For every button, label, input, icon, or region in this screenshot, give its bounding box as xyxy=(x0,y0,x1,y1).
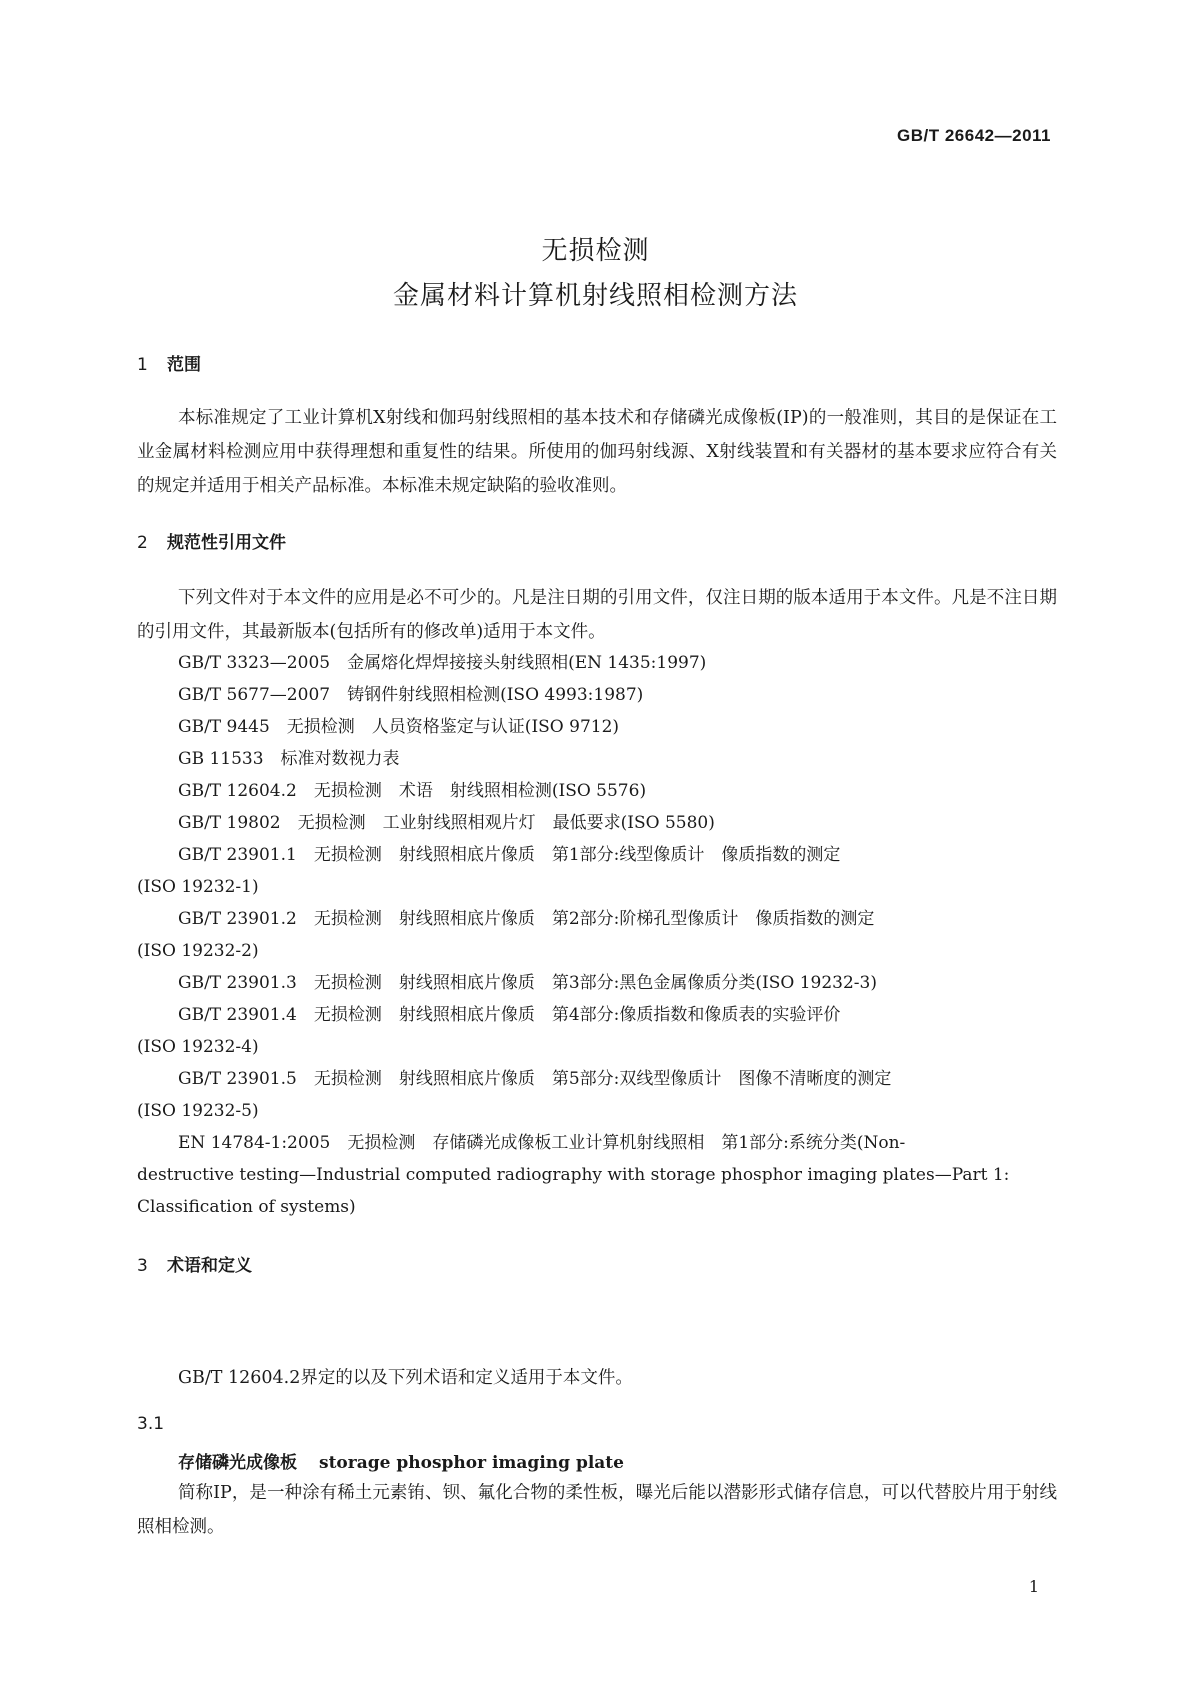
reference-item: GB/T 19802 无损检测 工业射线照相观片灯 最低要求(ISO 5580) xyxy=(178,813,715,833)
reference-item: EN 14784-1:2005 无损检测 存储磷光成像板工业计算机射线照相 第1部分:系统分类(Non- xyxy=(178,1133,906,1153)
reference-item: GB/T 23901.3 无损检测 射线照相底片像质 第3部分:黑色金属像质分类(ISO 19232-3) xyxy=(178,973,877,993)
title-line-1: 无损检测 xyxy=(541,236,650,266)
reference-item-continuation: (ISO 19232-1) xyxy=(137,877,259,897)
standard-code: GB/T 26642—2011 xyxy=(897,126,1051,145)
reference-item-continuation: (ISO 19232-4) xyxy=(137,1037,259,1057)
section-number: 3 xyxy=(137,1256,148,1276)
reference-item: GB/T 23901.1 无损检测 射线照相底片像质 第1部分:线型像质计 像质指数的测定 xyxy=(178,845,841,865)
term-definition: 简称IP，是一种涂有稀土元素铕、钡、氟化合物的柔性板，曝光后能以潜影形式储存信息，可以代替胶片用于射线照相检测。 xyxy=(137,1483,1057,1537)
section-3-heading xyxy=(137,1251,252,1276)
terms-intro: GB/T 12604.2界定的以及下列术语和定义适用于本文件。 xyxy=(178,1368,633,1388)
reference-item: GB/T 3323—2005 金属熔化焊焊接接头射线照相(EN 1435:1997) xyxy=(178,653,707,673)
section-2-heading xyxy=(137,528,286,553)
term-english: storage phosphor imaging plate xyxy=(319,1453,624,1473)
term-number: 3.1 xyxy=(137,1414,165,1434)
section-number: 2 xyxy=(137,533,148,553)
reference-item: GB/T 5677—2007 铸钢件射线照相检测(ISO 4993:1987) xyxy=(178,685,644,705)
term-heading xyxy=(178,1448,624,1473)
reference-item: GB 11533 标准对数视力表 xyxy=(178,749,400,769)
scope-paragraph: 本标准规定了工业计算机X射线和伽玛射线照相的基本技术和存储磷光成像板(IP)的一般准则，其目的是保证在工业金属材料检测应用中获得理想和重复性的结果。所使用的伽玛射线源、X射线装置和有关器材的基本要求应符合有关的规定并适用于相关产品标准。本标准未规定缺陷的验收准则。 xyxy=(137,408,1057,496)
reference-item-continuation: (ISO 19232-5) xyxy=(137,1101,259,1121)
reference-item: GB/T 9445 无损检测 人员资格鉴定与认证(ISO 9712) xyxy=(178,717,620,737)
reference-item-continuation: destructive testing—Industrial computed radiography with storage phosphor imaging plates—Part 1: xyxy=(137,1165,1010,1185)
title-line-2: 金属材料计算机射线照相检测方法 xyxy=(392,281,798,311)
reference-list xyxy=(137,647,1057,1223)
section-1-heading xyxy=(137,350,201,375)
page-number: 1 xyxy=(1028,1577,1039,1596)
reference-item: GB/T 23901.4 无损检测 射线照相底片像质 第4部分:像质指数和像质表的实验评价 xyxy=(178,1005,841,1025)
reference-item: GB/T 23901.2 无损检测 射线照相底片像质 第2部分:阶梯孔型像质计 像质指数的测定 xyxy=(178,909,875,929)
reference-item-continuation: (ISO 19232-2) xyxy=(137,941,259,961)
reference-item-continuation: Classification of systems) xyxy=(137,1197,356,1217)
section-number: 1 xyxy=(137,355,148,375)
reference-item: GB/T 23901.5 无损检测 射线照相底片像质 第5部分:双线型像质计 图像不清晰度的测定 xyxy=(178,1069,892,1089)
section-title: 规范性引用文件 xyxy=(167,533,286,553)
reference-item: GB/T 12604.2 无损检测 术语 射线照相检测(ISO 5576) xyxy=(178,781,647,801)
term-chinese: 存储磷光成像板 xyxy=(178,1453,297,1473)
references-intro: 下列文件对于本文件的应用是必不可少的。凡是注日期的引用文件，仅注日期的版本适用于本文件。凡是不注日期的引用文件，其最新版本(包括所有的修改单)适用于本文件。 xyxy=(137,588,1057,642)
section-title: 范围 xyxy=(167,355,201,375)
section-title: 术语和定义 xyxy=(167,1256,252,1276)
